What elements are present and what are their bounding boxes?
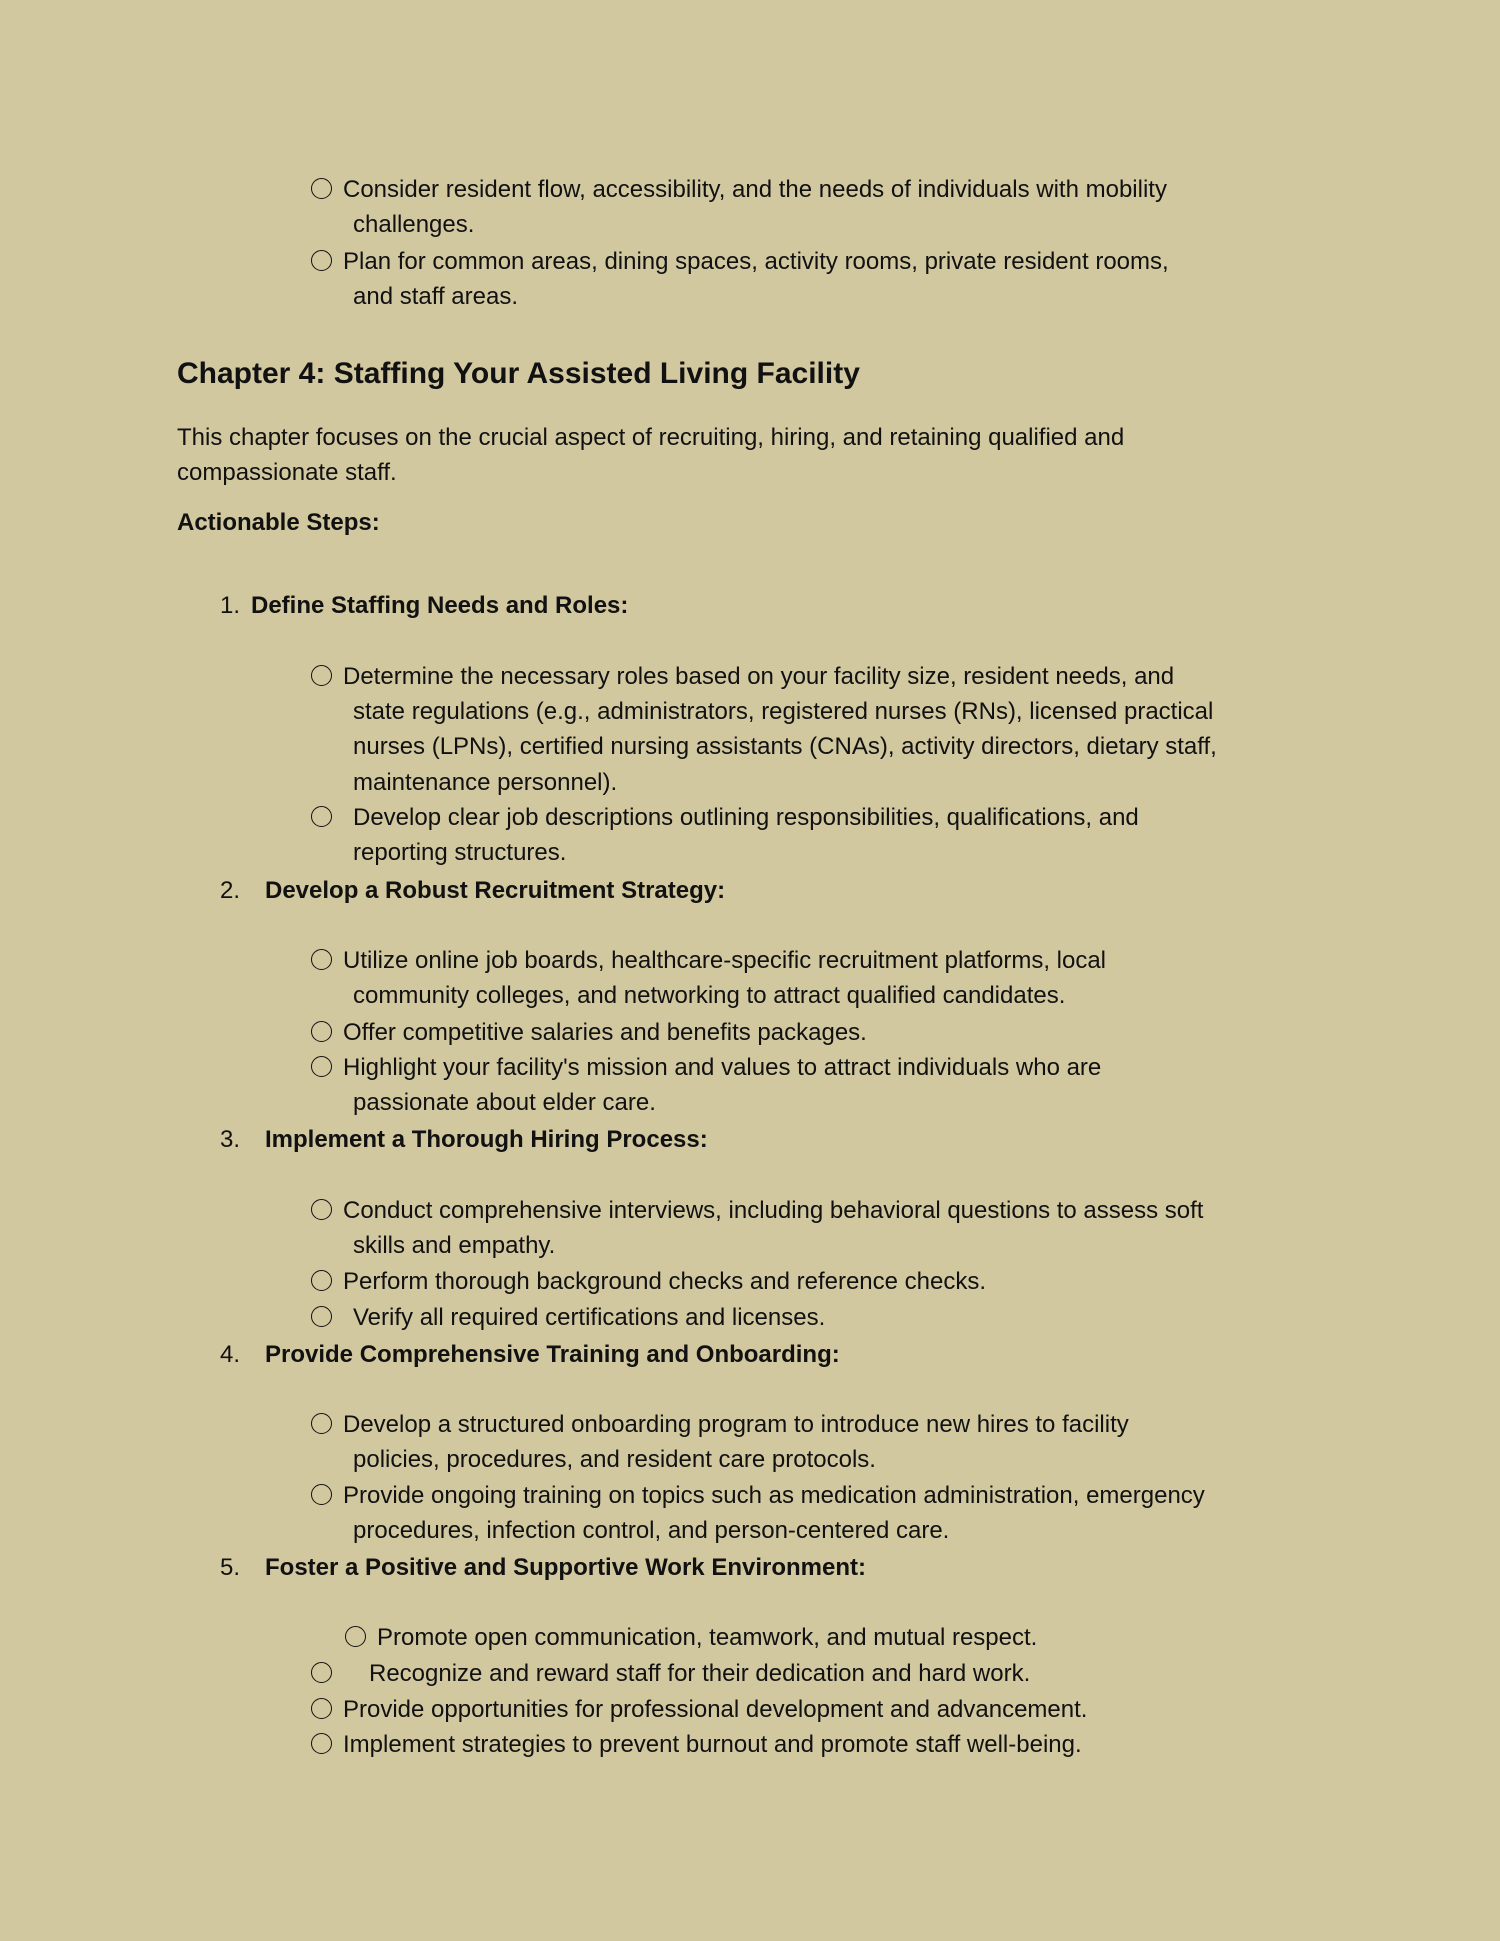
circle-bullet-icon	[311, 178, 332, 199]
circle-bullet-icon	[311, 1662, 332, 1683]
step-number: 1.	[220, 591, 241, 619]
step-number: 2.	[220, 876, 241, 904]
bullet-text: Perform thorough background checks and reference checks.	[343, 1267, 987, 1295]
circle-bullet-icon	[345, 1626, 366, 1647]
bullet-text: Plan for common areas, dining spaces, activity rooms, private resident rooms,	[343, 247, 1169, 275]
circle-bullet-icon	[311, 665, 332, 686]
step-number: 5.	[220, 1553, 241, 1581]
bullet-text-continuation: nurses (LPNs), certified nursing assistants (CNAs), activity directors, dietary staff,	[353, 733, 1217, 761]
bullet-text-continuation: challenges.	[353, 210, 475, 238]
chapter-description: compassionate staff.	[177, 459, 397, 486]
chapter-description: This chapter focuses on the crucial aspect of recruiting, hiring, and retaining qualified and	[177, 424, 1125, 451]
bullet-text: Provide opportunities for professional development and advancement.	[343, 1695, 1088, 1723]
circle-bullet-icon	[311, 1484, 332, 1505]
circle-bullet-icon	[311, 806, 332, 827]
bullet-text: Provide ongoing training on topics such as medication administration, emergency	[343, 1481, 1205, 1509]
bullet-text: Recognize and reward staff for their dedication and hard work.	[369, 1659, 1031, 1687]
bullet-text-continuation: maintenance personnel).	[353, 768, 618, 796]
circle-bullet-icon	[311, 1733, 332, 1754]
bullet-text: Conduct comprehensive interviews, including behavioral questions to assess soft	[343, 1196, 1204, 1224]
bullet-text-continuation: community colleges, and networking to attract qualified candidates.	[353, 981, 1066, 1009]
step-number: 3.	[220, 1125, 241, 1153]
bullet-text-continuation: passionate about elder care.	[353, 1088, 656, 1116]
step-title: Develop a Robust Recruitment Strategy:	[265, 876, 726, 904]
circle-bullet-icon	[311, 1270, 332, 1291]
circle-bullet-icon	[311, 1021, 332, 1042]
bullet-text: Consider resident flow, accessibility, and the needs of individuals with mobility	[343, 175, 1167, 203]
bullet-text: Utilize online job boards, healthcare-specific recruitment platforms, local	[343, 946, 1107, 974]
circle-bullet-icon	[311, 1056, 332, 1077]
bullet-text: Determine the necessary roles based on your facility size, resident needs, and	[343, 662, 1175, 690]
step-title: Define Staffing Needs and Roles:	[251, 591, 629, 619]
bullet-text-continuation: skills and empathy.	[353, 1231, 556, 1259]
circle-bullet-icon	[311, 1199, 332, 1220]
bullet-text: Promote open communication, teamwork, and mutual respect.	[377, 1623, 1038, 1651]
bullet-text: Offer competitive salaries and benefits packages.	[343, 1018, 867, 1046]
bullet-text-continuation: policies, procedures, and resident care protocols.	[353, 1445, 876, 1473]
step-title: Foster a Positive and Supportive Work Environment:	[265, 1553, 866, 1581]
bullet-text: Highlight your facility's mission and values to attract individuals who are	[343, 1053, 1102, 1081]
circle-bullet-icon	[311, 949, 332, 970]
circle-bullet-icon	[311, 250, 332, 271]
circle-bullet-icon	[311, 1698, 332, 1719]
bullet-text: Develop clear job descriptions outlining responsibilities, qualifications, and	[353, 803, 1139, 831]
bullet-text-continuation: reporting structures.	[353, 838, 567, 866]
chapter-title: Chapter 4: Staffing Your Assisted Living Facility	[177, 357, 860, 390]
circle-bullet-icon	[311, 1413, 332, 1434]
step-title: Provide Comprehensive Training and Onboarding:	[265, 1340, 840, 1368]
bullet-text: Verify all required certifications and licenses.	[353, 1303, 826, 1331]
bullet-text: Implement strategies to prevent burnout and promote staff well-being.	[343, 1730, 1082, 1758]
bullet-text-continuation: state regulations (e.g., administrators, registered nurses (RNs), licensed practical	[353, 697, 1214, 725]
step-number: 4.	[220, 1340, 241, 1368]
circle-bullet-icon	[311, 1306, 332, 1327]
bullet-text: Develop a structured onboarding program to introduce new hires to facility	[343, 1410, 1129, 1438]
actionable-steps-label: Actionable Steps:	[177, 509, 380, 536]
bullet-text-continuation: and staff areas.	[353, 282, 518, 310]
step-title: Implement a Thorough Hiring Process:	[265, 1125, 708, 1153]
bullet-text-continuation: procedures, infection control, and person-centered care.	[353, 1516, 950, 1544]
